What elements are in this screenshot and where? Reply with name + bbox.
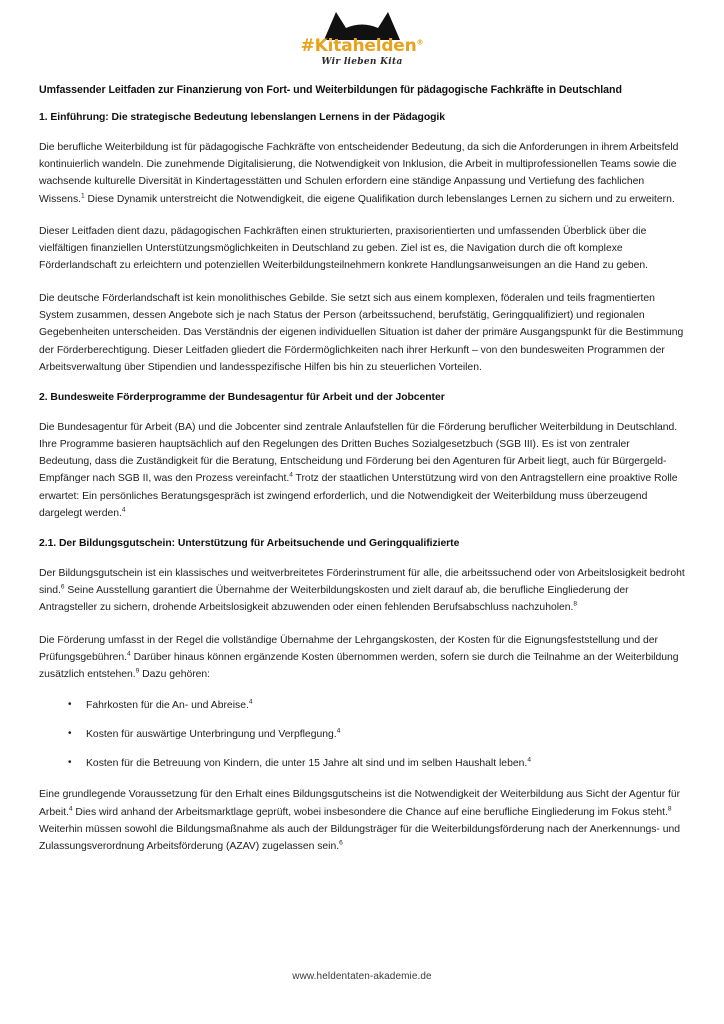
section21-p3-part-c: Weiterhin müssen sowohl die Bildungsmaßnahme als auch der Bildungsträger für die Weiterbildungsförderung nach der Anerkennungs- und Zulassungsverordnung Arbeitsförderung (AZAV) zugelassen sein. <box>39 823 681 853</box>
page-title: Umfassender Leitfaden zur Finanzierung von Fort- und Weiterbildungen für pädagogische Fachkräfte in Deutschland <box>39 84 622 96</box>
list-item-text: Kosten für die Betreuung von Kindern, die unter 15 Jahre alt sind und im selben Haushalt leben. <box>86 757 528 769</box>
section21-paragraph-3 <box>39 786 685 855</box>
document-body <box>34 83 690 855</box>
section-heading-2: 2. Bundesweite Förderprogramme der Bundesagentur für Arbeit und der Jobcenter <box>39 392 445 404</box>
list-item-text: Fahrkosten für die An- und Abreise. <box>86 700 249 712</box>
logo-hash: # <box>300 36 315 56</box>
footnote-ref: 8 <box>667 805 672 813</box>
section2-p1-part-a: Die Bundesagentur für Arbeit (BA) und die Jobcenter sind zentrale Anlaufstellen für die Förderung beruflicher Weiterbildung in Deutschland. Ihre Programme basieren hauptsächlich auf den Regelungen des Dritten Buches Sozialgesetzbuch (SGB III). Es ist von zentraler Bedeutung, dass die Zuständigkeit für die Beratung, Entscheidung und Förderung bei den Agenturen für Arbeit liegt, auch für Bürgergeld-Empfänger nach SGB II, was den Prozess vereinfacht. <box>39 421 678 485</box>
section-heading-1: 1. Einführung: Die strategische Bedeutung lebenslangen Lernens in der Pädagogik <box>39 112 445 124</box>
cost-coverage-list <box>39 698 685 772</box>
section1-p1-part-a: Die berufliche Weiterbildung ist für pädagogische Fachkräfte von entscheidender Bedeutung, da sich die Anforderungen in ihrem Arbeitsfeld kontinuierlich wandeln. Die zunehmende Digitalisierung, die Notwendigkeit von Inklusion, die Arbeit in multiprofessionellen Teams sowie die wachsende kulturelle Diversität in Kindertagesstätten und Schulen erfordern eine ständige Anpassung und Vertiefung des fachlichen Wissens. <box>39 141 679 205</box>
section21-p2-part-c: Dazu gehören: <box>139 669 211 681</box>
logo-wordmark <box>301 38 424 55</box>
section1-paragraph-2: Dieser Leitfaden dient dazu, pädagogischen Fachkräften einen strukturierten, praxisorientierten und umfassenden Überblick über die vielfältigen finanziellen Unterstützungsmöglichkeiten in Deutschland zu geben. Ziel ist es, die Navigation durch die oft komplexe Förderlandschaft zu erleichtern und potenziellen Weiterbildungsteilnehmern konkrete Handlungsanweisungen an die Hand zu geben. <box>39 225 648 272</box>
section21-p2-part-a: Die Förderung umfasst in der Regel die vollständige Übernahme der Lehrgangskosten, der Kosten für die Eignungsfeststellung und der Prüfungsgebühren. <box>39 634 658 663</box>
footnote-ref: 4 <box>336 727 341 735</box>
footnote-ref: 8 <box>573 600 578 608</box>
list-item-text: Kosten für auswärtige Unterbringung und Verpflegung. <box>86 729 337 740</box>
section2-paragraph-1 <box>39 419 685 523</box>
logo-tagline: Wir lieben Kita <box>321 57 403 67</box>
footnote-ref: 1 <box>81 192 85 200</box>
section1-p1-part-b: Diese Dynamik unterstreicht die Notwendigkeit, die eigene Qualifikation durch lebenslanges Lernen zu sichern und zu erweitern. <box>84 193 675 205</box>
section-heading-2-1: 2.1. Der Bildungsgutschein: Unterstützung für Arbeitsuchende und Geringqualifizierte <box>39 538 460 550</box>
section1-paragraph-3: Die deutsche Förderlandschaft ist kein monolithisches Gebilde. Sie setzt sich aus einem komplexen, föderalen und teils fragmentierten System zusammen, dessen Angebote sich je nach Status der Person (arbeitssuchend, berufstätig, Geringqualifiziert) und regionalen Gegebenheiten unterscheiden. Das Verständnis der eigenen individuellen Situation ist daher der primäre Ausgangspunkt für die Bestimmung der Förderberechtigung. Dieser Leitfaden gliedert die Fördermöglichkeiten nach ihrer Herkunft – von den bundesweiten Programmen der Arbeitsverwaltung über Stipendien und landesspezifische Hilfen bis hin zu steuerlichen Vorteilen. <box>39 292 684 373</box>
section2-p1-part-b: Trotz der staatlichen Unterstützung wird von den Antragstellern eine proaktive Rolle erwartet: Ein persönliches Beratungsgespräch ist zwingend erforderlich, und die Notwendigkeit der Weiterbildung muss überzeugend dargelegt werden. <box>39 473 678 519</box>
footnote-ref: 6 <box>339 839 343 847</box>
section21-p3-part-b: Dies wird anhand der Arbeitsmarktlage geprüft, wobei insbesondere die Chance auf eine berufliche Eingliederung im Fokus steht. <box>72 806 668 818</box>
section21-paragraph-2 <box>39 632 685 684</box>
footnote-ref: 4 <box>127 650 131 658</box>
footnote-ref: 6 <box>60 583 65 591</box>
section21-p1-part-a: Der Bildungsgutschein ist ein klassisches und weitverbreitetes Förderinstrument für alle, die arbeitssuchend oder von Arbeitslosigkeit bedroht sind. <box>39 567 685 597</box>
logo-name: Kitahelden <box>314 36 417 56</box>
section21-p1-part-b: Seine Ausstellung garantiert die Übernahme der Weiterbildungskosten und zielt darauf ab, die berufliche Eingliederung der Antragsteller zu sichern, drohende Arbeitslosigkeit abzuwenden oder einen fehlenden Berufsabschluss nachzuholen. <box>39 585 629 614</box>
footnote-ref: 4 <box>289 471 293 479</box>
footnote-ref: 4 <box>527 756 531 764</box>
footnote-ref: 4 <box>121 506 126 514</box>
section1-paragraph-1 <box>39 139 685 208</box>
list-item <box>39 756 685 773</box>
logo-registered-mark: ® <box>416 38 424 47</box>
section21-paragraph-1 <box>39 565 685 617</box>
footnote-ref: 9 <box>135 667 140 675</box>
list-item <box>39 727 685 744</box>
footnote-ref: 4 <box>248 698 253 706</box>
section21-p3-part-a: Eine grundlegende Voraussetzung für den Erhalt eines Bildungsgutscheins ist die Notwendigkeit der Weiterbildung aus Sicht der Agentur für Arbeit. <box>39 789 681 818</box>
footer-url[interactable]: www.heldentaten-akademie.de <box>292 971 432 982</box>
footnote-ref: 4 <box>68 805 73 813</box>
list-item <box>39 698 685 715</box>
section21-p2-part-b: Darüber hinaus können ergänzende Kosten übernommen werden, sofern sie durch die Teilnahme an der Weiterbildung zusätzlich entstehen. <box>39 651 679 681</box>
brand-logo <box>34 0 690 67</box>
